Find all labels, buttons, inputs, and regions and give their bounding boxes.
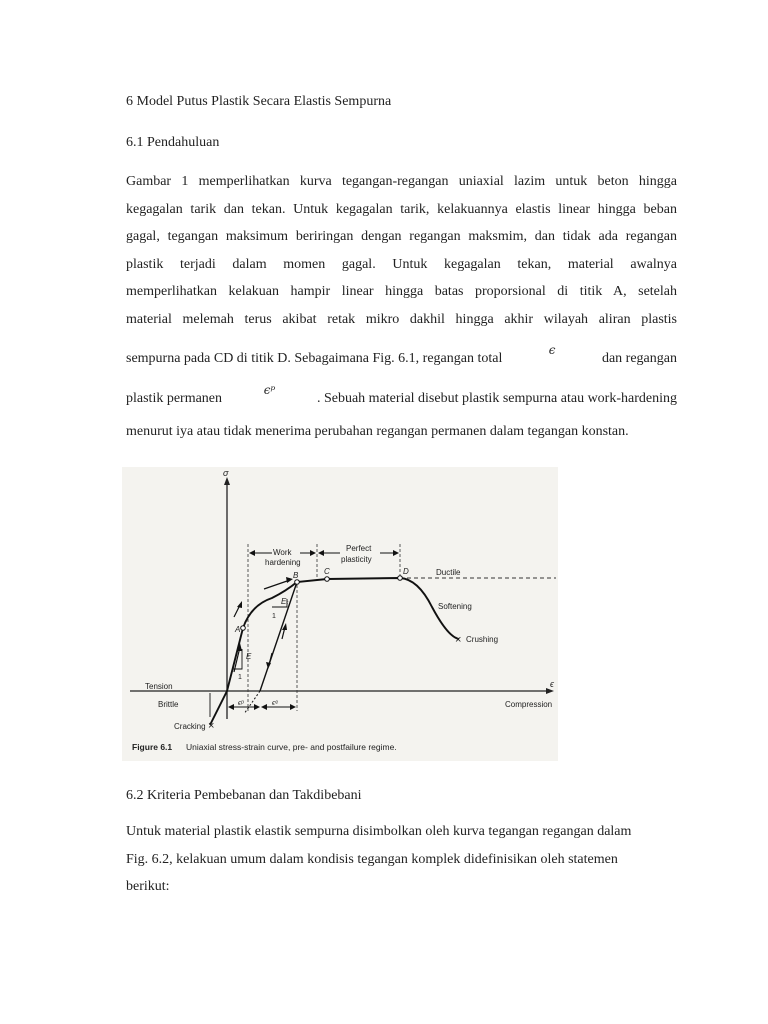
slope-unit-et-label: 1 [272, 613, 276, 620]
stress-strain-diagram [122, 467, 558, 761]
subsection-title-kriteria: 6.2 Kriteria Pembebanan dan Takdibebani [126, 788, 362, 803]
point-d-marker [398, 576, 403, 581]
point-b-marker [295, 580, 300, 585]
compression-label: Compression [505, 700, 553, 709]
paragraph-line: kegagalan tarik dan tekan. Untuk kegagalan tarik, kelakuannya elastis linear hingga beban [126, 201, 677, 217]
work-hardening-arrowhead-right [310, 550, 316, 556]
plasticity-arrowhead-right [393, 550, 399, 556]
ductile-label: Ductile [436, 568, 461, 577]
tension-label: Tension [145, 682, 173, 691]
section-title: 6 Model Putus Plastik Secara Elastis Sempurna [126, 94, 392, 109]
hardening-arrowhead [286, 577, 293, 583]
figure-stress-strain-curve [122, 467, 558, 761]
hardening-label: hardening [265, 558, 301, 567]
loading-arrowhead-2 [237, 601, 242, 608]
point-a-label: A [235, 625, 241, 634]
paragraph-line [126, 382, 677, 413]
reload-arrowhead [266, 662, 271, 669]
plasticity-arrowhead-left [318, 550, 324, 556]
point-a-marker [241, 626, 246, 631]
paragraph-fragment: plastik permanen [126, 390, 223, 406]
stress-axis-arrow [224, 477, 230, 485]
paragraph-line: memperlihatkan kelakuan hampir linear hingga batas proporsional di titik A, setelah [126, 284, 677, 299]
paragraph-line: berikut: [126, 879, 170, 894]
subsection-title-pendahuluan: 6.1 Pendahuluan [126, 135, 220, 150]
paragraph-line: menurut iya atau tidak menerima perubahan regangan permanen dalam tegangan konstan. [126, 424, 629, 439]
paragraph-fragment: dan regangan [601, 351, 677, 366]
brittle-label: Brittle [158, 700, 179, 709]
unloading-line [260, 582, 297, 691]
paragraph-line: Gambar 1 memperlihatkan kurva tegangan-regangan uniaxial lazim untuk beton hingga [126, 174, 677, 189]
paragraph-introduction [126, 168, 677, 446]
plasticity-label: plasticity [341, 555, 372, 564]
paragraph-line: gagal, tegangan maksimum beriringan dengan regangan maksmim, dan tidak ada regangan [126, 229, 677, 244]
paragraph-fragment: . Sebuah material disebut plastik sempurna atau work-hardening [316, 390, 677, 406]
crushing-cross-icon: × [455, 634, 462, 646]
plastic-strain-arrowhead-left [228, 704, 234, 710]
paragraph-criteria [126, 818, 677, 901]
epsilon-label: ϵ [550, 679, 554, 689]
perfect-label: Perfect [346, 544, 372, 553]
unloading-extension [244, 691, 260, 714]
elastic-strain-arrowhead-right [290, 704, 296, 710]
modulus-e-label: E [246, 652, 252, 661]
plastic-strain-label: ϵᵖ [238, 700, 244, 707]
total-strain-symbol: ϵ [548, 343, 556, 357]
paragraph-fragment: sempurna pada CD di titik D. Sebagaimana Fig. 6.1, regangan total [126, 351, 503, 366]
work-hardening-arrowhead-left [249, 550, 255, 556]
cracking-label: Cracking [174, 722, 206, 731]
paragraph-line: Untuk material plastik elastik sempurna disimbolkan oleh kurva tegangan regangan dalam [126, 824, 632, 839]
tangent-modulus-label: Eₜ [281, 597, 289, 606]
point-d-label: D [403, 567, 409, 576]
plastic-strain-symbol: ϵᵖ [263, 382, 276, 397]
work-label: Work [273, 548, 292, 557]
crushing-label: Crushing [466, 635, 499, 644]
paragraph-line: material melemah terus akibat retak mikro dakhil hingga akhir wilayah aliran plastis [126, 311, 677, 327]
point-c-label: C [324, 567, 330, 576]
hardening-arrow [264, 580, 290, 589]
figure-caption-label: Figure 6.1 [132, 742, 173, 752]
sigma-label: σ [223, 468, 229, 478]
paragraph-line [126, 345, 677, 373]
paragraph-line: plastik terjadi dalam momen gagal. Untuk kegagalan tekan, material awalnya [126, 256, 677, 272]
figure-caption-text: Uniaxial stress-strain curve, pre- and postfailure regime. [186, 742, 397, 752]
paragraph-line: Fig. 6.2, kelakuan umum dalam kondisis tegangan komplek didefinisikan oleh statemen [126, 851, 618, 867]
point-c-marker [325, 577, 330, 582]
slope-unit-e-label: 1 [238, 674, 242, 681]
elastic-strain-label: ϵᵉ [272, 700, 278, 707]
cracking-cross-icon: × [208, 720, 215, 732]
plastic-strain-arrowhead-right [254, 704, 260, 710]
elastic-strain-arrowhead-left [261, 704, 267, 710]
point-b-label: B [293, 571, 299, 580]
softening-label: Softening [438, 602, 472, 611]
